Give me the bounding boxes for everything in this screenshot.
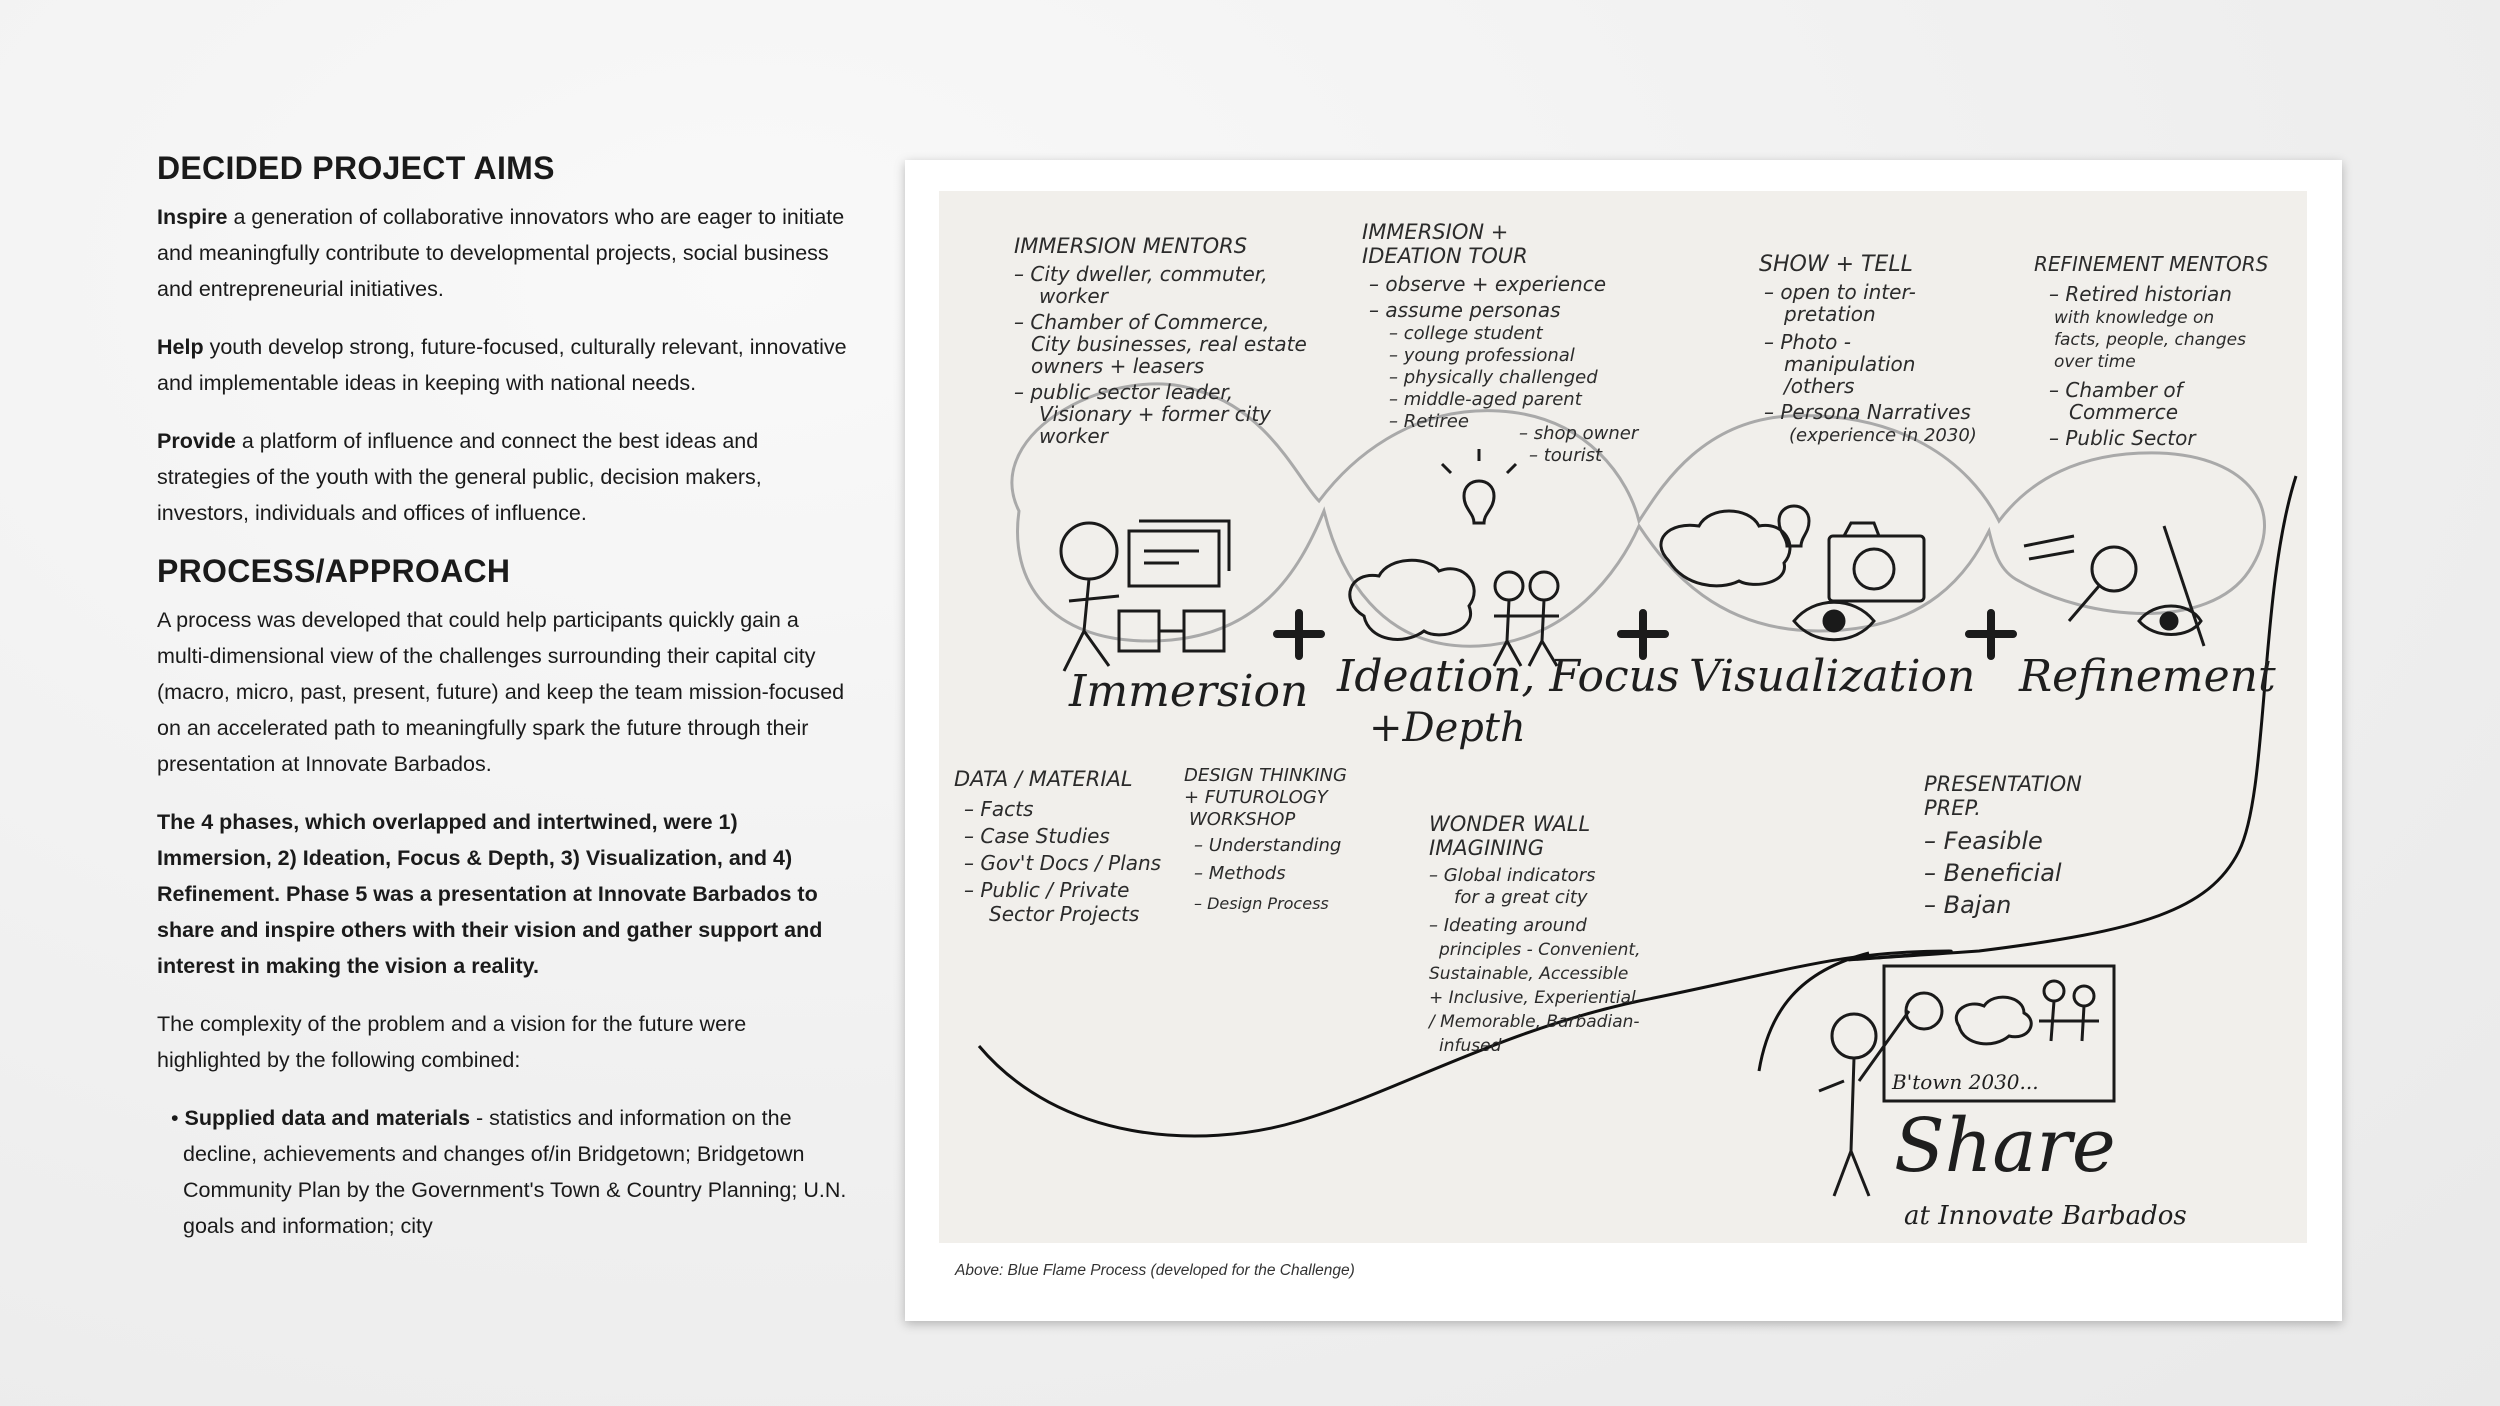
note-line: City businesses, real estate	[1031, 332, 1307, 356]
note-line: Sector Projects	[989, 902, 1140, 926]
lightbulb-icon	[1779, 506, 1809, 546]
note-line: – middle-aged parent	[1389, 389, 1582, 410]
note-line: + FUTUROLOGY	[1184, 787, 1328, 808]
note-line: principles - Convenient,	[1439, 940, 1641, 960]
process-figure	[905, 160, 2342, 1321]
cloud-icon	[1661, 511, 1790, 586]
note-line: – Bajan	[1924, 891, 2012, 919]
note-line: (experience in 2030)	[1789, 425, 1977, 446]
aim-help	[157, 329, 847, 401]
camera-icon	[1829, 536, 1924, 601]
note-line: manipulation	[1784, 352, 1916, 376]
note-immersion-mentors	[1014, 234, 1307, 448]
process-complexity: The complexity of the problem and a vision for the future were highlighted by the following combined:	[157, 1012, 747, 1072]
note-line: – Facts	[964, 797, 1034, 821]
note-line: – physically challenged	[1389, 367, 1598, 388]
note-line: – Chamber of Commerce,	[1014, 310, 1270, 334]
plus-icon	[1621, 613, 1665, 656]
note-line: – Beneficial	[1924, 859, 2062, 887]
note-line: – open to inter-	[1764, 280, 1916, 304]
note-line: facts, people, changes	[2054, 330, 2246, 350]
process-intro: A process was developed that could help participants quickly gain a multi-dimensional view of the challenges surrounding their capital city (macro, micro, past, present, future) and keep the team mission-focused on an accelerated path to meaningfully spark the future through their presentation at Innovate Barbados.	[157, 608, 845, 776]
aim-provide	[157, 423, 847, 531]
note-line: WORKSHOP	[1189, 809, 1296, 830]
note-line: – Persona Narratives	[1764, 400, 1971, 424]
note-line: – Design Process	[1194, 894, 1329, 913]
note-show-tell	[1759, 252, 1977, 446]
presenter-icon	[1832, 1014, 1876, 1058]
figure-caption: Above: Blue Flame Process (developed for the Challenge)	[955, 1262, 1355, 1279]
aim-inspire	[157, 199, 847, 307]
note-line: WONDER WALL	[1429, 812, 1591, 836]
process-phases: The 4 phases, which overlapped and intertwined, were 1) Immersion, 2) Ideation, Focus & Depth, 3) Visualization, and 4) Refinement. Phase 5 was a presentation at Innovate Barbados to share and inspire others with their vision and gather support and interest in making the vision a reality.	[157, 810, 823, 978]
note-line: with knowledge on	[2054, 308, 2215, 328]
note-line: PRESENTATION	[1924, 772, 2082, 796]
note-ideation-tour	[1362, 220, 1640, 466]
note-line: – Feasible	[1924, 827, 2043, 855]
head-icon	[1061, 523, 1117, 579]
person-icon	[1495, 572, 1523, 600]
note-line: – assume personas	[1369, 298, 1561, 322]
note-line: – public sector leader,	[1014, 380, 1234, 404]
note-line: IDEATION TOUR	[1362, 244, 1528, 268]
share-sublabel: at Innovate Barbados	[1904, 1201, 2187, 1231]
note-line: – young professional	[1389, 345, 1575, 366]
phase-label-depth: +Depth	[1369, 705, 1526, 751]
note-line: – Ideating around	[1429, 915, 1587, 936]
note-line: – City dweller, commuter,	[1014, 262, 1268, 286]
aim-lead: Help	[157, 335, 204, 359]
ideation-doodle	[1350, 449, 1559, 666]
note-line: – Public Sector	[2049, 426, 2196, 450]
aims-heading: DECIDED PROJECT AIMS	[157, 150, 555, 186]
note-line: REFINEMENT MENTORS	[2034, 252, 2269, 276]
note-line: over time	[2054, 352, 2136, 372]
flow-line	[979, 476, 2296, 1136]
note-line: – Retired historian	[2049, 282, 2232, 306]
note-line: – Public / Private	[964, 878, 1130, 902]
note-data-material	[954, 767, 1161, 926]
phase-label-refinement: Refinement	[2019, 651, 2276, 702]
note-line: – Methods	[1194, 863, 1286, 884]
note-line: SHOW + TELL	[1759, 252, 1913, 277]
plus-icon	[1969, 613, 2013, 656]
note-presentation-prep	[1924, 772, 2082, 919]
visualization-doodle	[1661, 506, 1924, 640]
aim-lead: Inspire	[157, 205, 228, 229]
sketch-panel	[939, 191, 2307, 1243]
bullet-lead: Supplied data and materials	[184, 1106, 471, 1130]
note-line: – Understanding	[1194, 835, 1342, 856]
document-icon	[1129, 531, 1219, 586]
note-line: – Photo -	[1764, 330, 1851, 354]
plus-icon	[1277, 613, 1321, 656]
note-design-thinking	[1184, 765, 1347, 913]
process-heading: PROCESS/APPROACH	[157, 553, 511, 589]
phase-label-ideation: Ideation, Focus	[1337, 651, 1680, 702]
bullet-text: - statistics and information on the decline, achievements and changes of/in Bridgetown; Bridgetown Community Plan by the Government's Town & Country Planning; U.N. goals and information; city	[183, 1106, 847, 1238]
note-line: /others	[1784, 374, 1855, 398]
bullet-item: • Supplied data and materials - statistics and information on the decline, achievements and changes of/in Bridgetown; Bridgetown Community Plan by the Government's Town & Country Planning; U.N. goals and information; city	[171, 1106, 847, 1238]
note-line: – observe + experience	[1369, 272, 1607, 296]
note-line: – Gov't Docs / Plans	[964, 851, 1162, 875]
immersion-doodle	[1061, 521, 1229, 671]
aim-text: a generation of collaborative innovators who are eager to initiate and meaningfully contribute to developmental projects, social business and entrepreneurial initiatives.	[157, 205, 845, 301]
magnifier-icon	[2092, 547, 2136, 591]
note-line: Sustainable, Accessible	[1429, 964, 1629, 984]
note-line: – Retiree	[1389, 411, 1469, 432]
note-line: – college student	[1389, 323, 1543, 344]
note-wonder-wall	[1427, 812, 1641, 1056]
note-line: pretation	[1784, 302, 1876, 326]
note-line: PREP.	[1924, 796, 1981, 820]
note-line: DATA / MATERIAL	[954, 767, 1133, 791]
person-icon	[1530, 572, 1558, 600]
note-line: – tourist	[1529, 445, 1603, 466]
note-line: Visionary + former city	[1039, 402, 1272, 426]
screen-caption: B'town 2030...	[1892, 1070, 2039, 1094]
note-line: IMMERSION +	[1362, 220, 1509, 244]
note-line: / Memorable, Barbadian-	[1429, 1012, 1640, 1032]
note-line: IMAGINING	[1429, 836, 1545, 860]
note-line: for a great city	[1454, 887, 1588, 908]
note-line: + Inclusive, Experiential	[1429, 988, 1636, 1008]
note-line: DESIGN THINKING	[1184, 765, 1347, 786]
aim-text: youth develop strong, future-focused, culturally relevant, innovative and implementable ideas in keeping with national needs.	[157, 335, 847, 395]
note-line: – Chamber of	[2049, 378, 2183, 402]
aim-text: a platform of influence and connect the best ideas and strategies of the youth with the general public, decision makers, investors, individuals and offices of influence.	[157, 429, 762, 525]
phase-label-visualization: Visualization	[1689, 651, 1976, 702]
note-line: worker	[1039, 284, 1108, 308]
lightbulb-icon	[1464, 481, 1494, 523]
note-line: – Case Studies	[964, 824, 1110, 848]
note-line: worker	[1039, 424, 1108, 448]
phase-label-immersion: Immersion	[1069, 666, 1309, 717]
aim-lead: Provide	[157, 429, 236, 453]
note-refinement-mentors	[2034, 252, 2269, 450]
text-column	[157, 150, 847, 1244]
note-line: – Global indicators	[1429, 865, 1596, 886]
process-sketch	[939, 191, 2307, 1243]
note-line: infused	[1439, 1036, 1502, 1056]
note-line: IMMERSION MENTORS	[1014, 234, 1248, 258]
share-label: Share	[1894, 1103, 2116, 1189]
note-line: Commerce	[2069, 400, 2178, 424]
note-line: owners + leasers	[1031, 354, 1205, 378]
refinement-doodle	[2024, 526, 2204, 646]
note-line: – shop owner	[1519, 423, 1639, 444]
